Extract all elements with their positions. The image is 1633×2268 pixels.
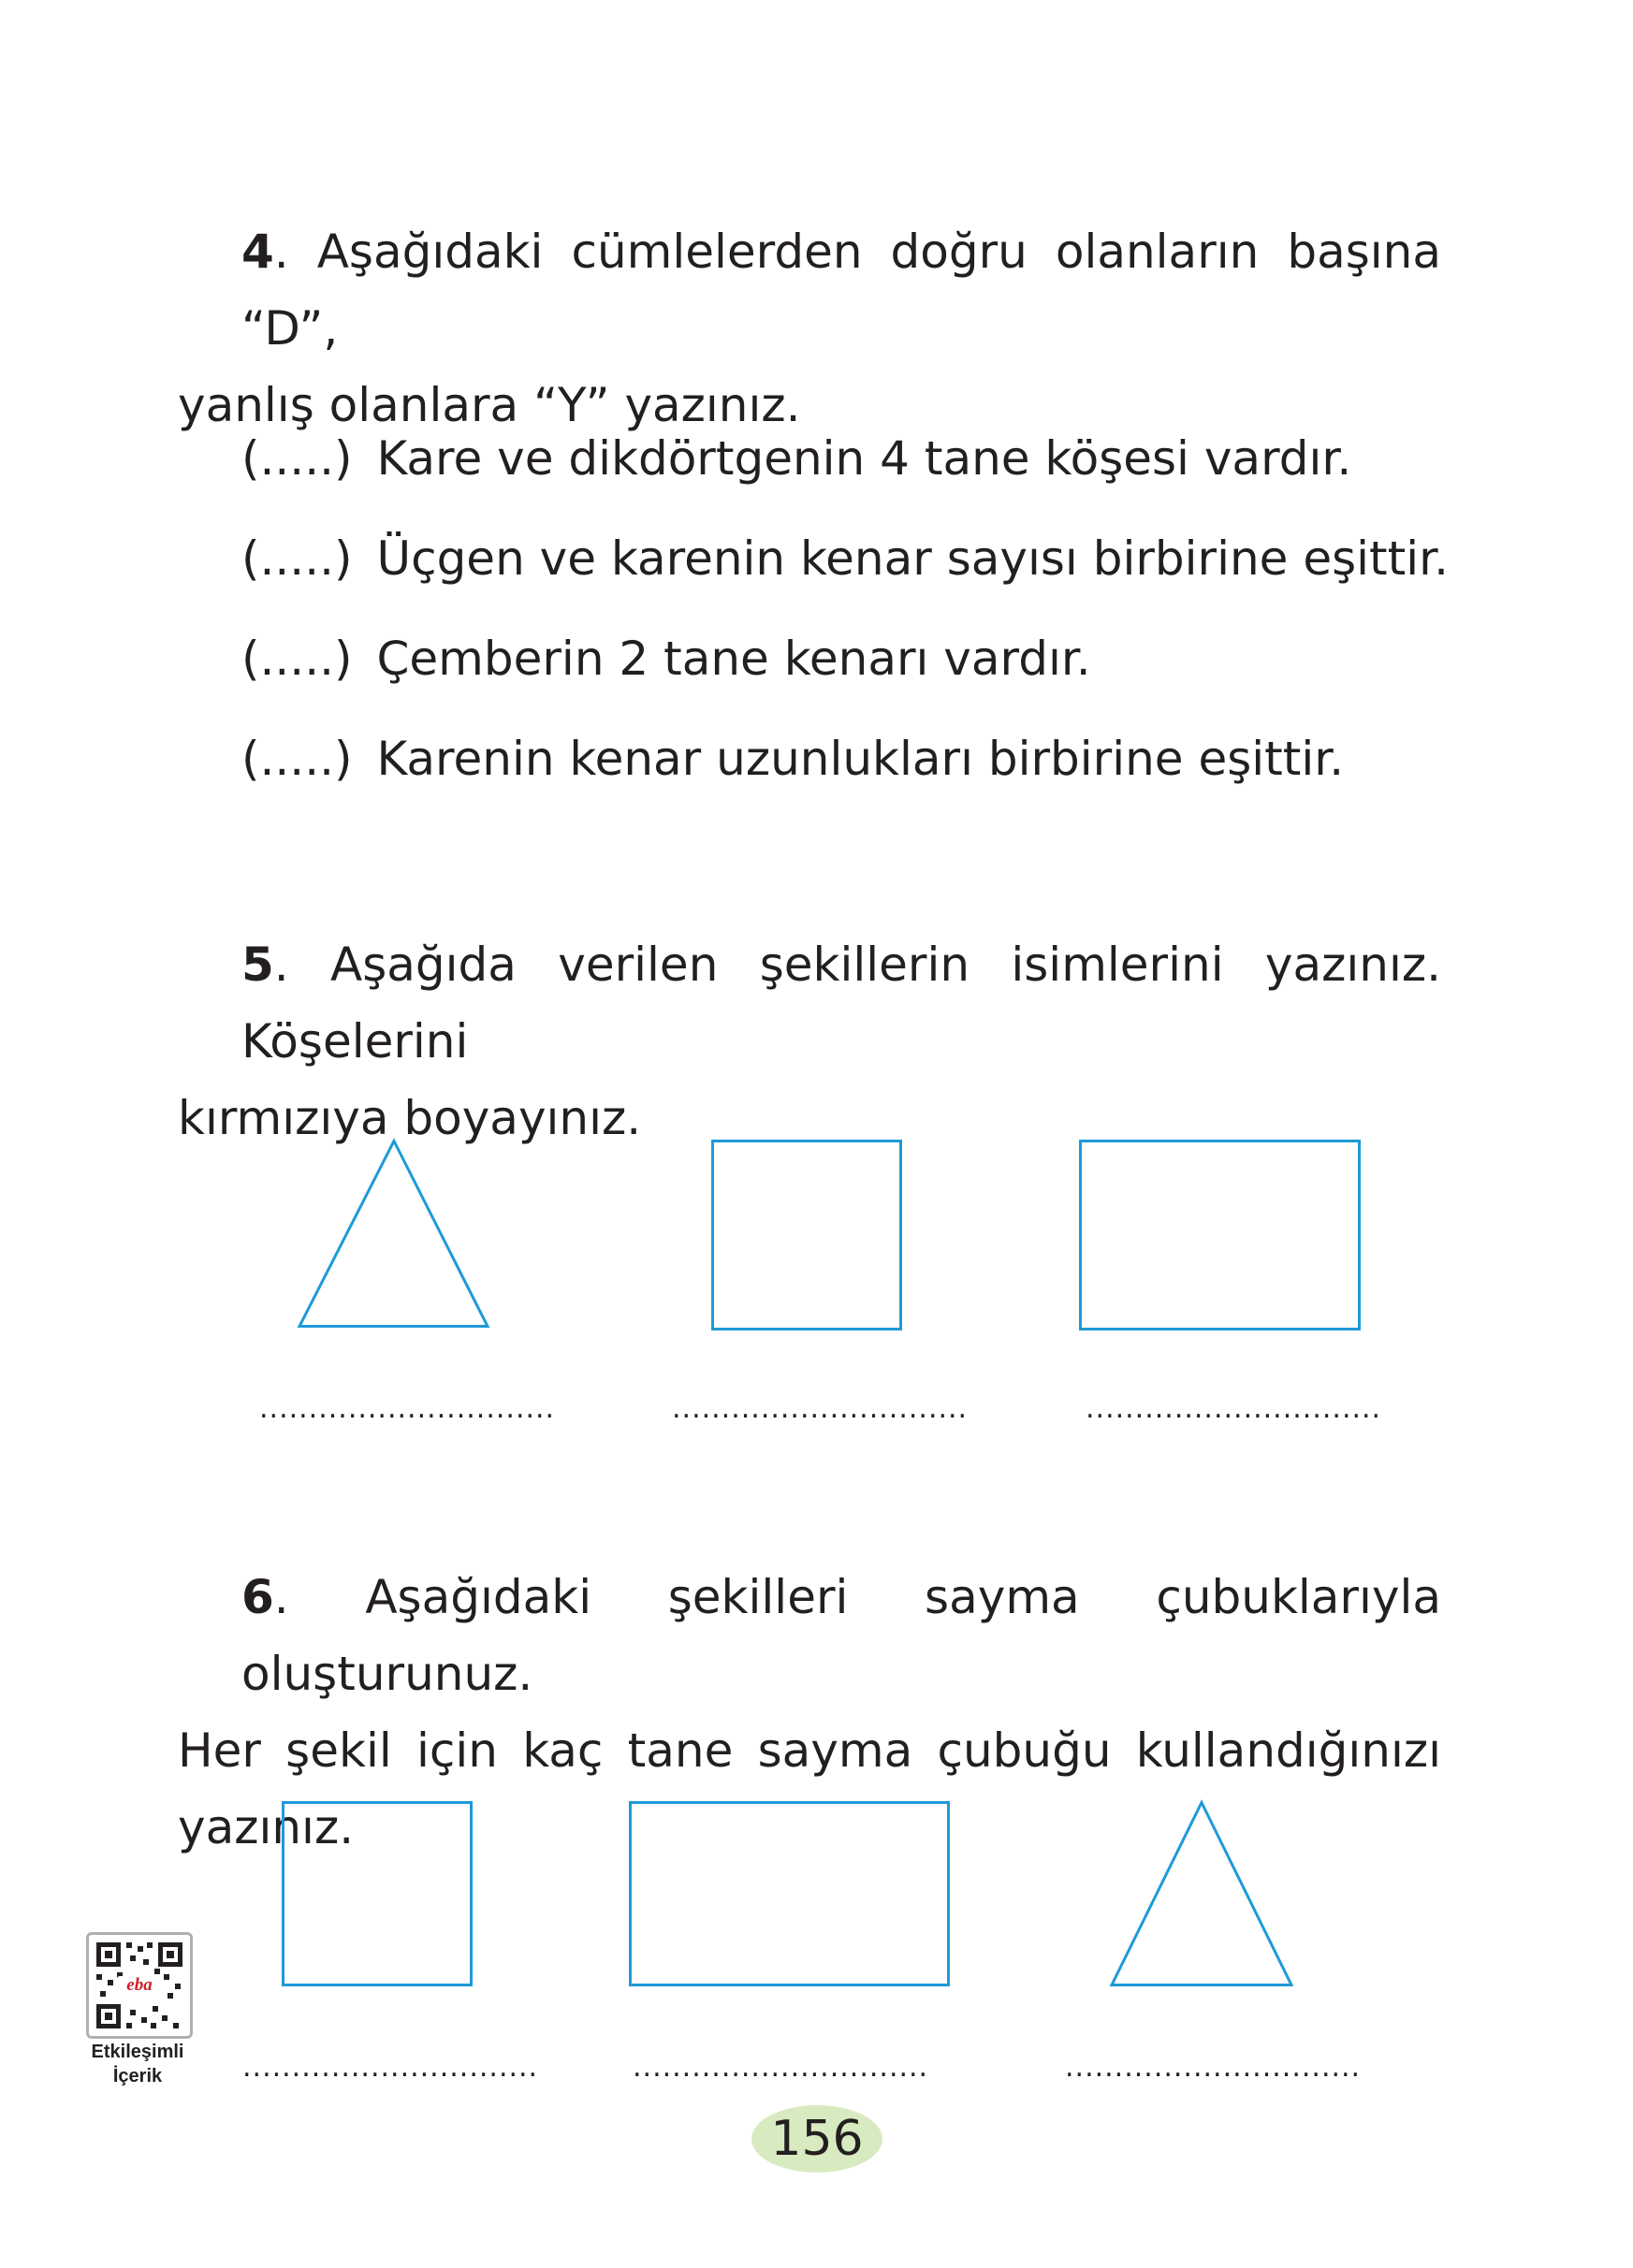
interactive-content-label [67,2040,208,2088]
qr-code-icon[interactable] [86,1932,193,2039]
q6-instruction-line1: 6. Aşağıdaki şekilleri sayma çubuklarıyla oluşturunuz. [241,1570,1441,1701]
qr-caption-line2: İçerik [112,2066,163,2086]
q4-number: 4 [241,225,274,279]
q5-answer-line-1[interactable]: .............................. [259,1392,556,1425]
answer-blank[interactable]: (.....) [241,632,353,686]
q6-answer-line-2[interactable]: .............................. [633,2051,929,2084]
square-icon [711,1140,902,1330]
q4-statement-2: (.....) Üçgen ve karenin kenar sayısı birbirine eşittir. [241,531,1449,586]
q5-instruction [178,926,1441,1156]
triangle-icon [298,1140,490,1329]
q4-statement-3: (.....) Çemberin 2 tane kenarı vardır. [241,632,1091,686]
rectangle-icon [629,1801,950,1986]
rectangle-icon [1079,1140,1361,1330]
page-number: 156 [751,2105,882,2173]
q6-number: 6 [241,1570,274,1624]
q5-number: 5 [241,938,274,992]
q4-instruction [178,213,1441,443]
square-icon [282,1801,473,1986]
q6-answer-line-3[interactable]: .............................. [1065,2051,1362,2084]
answer-blank[interactable]: (.....) [241,431,353,486]
q4-statement-1: (.....) Kare ve dikdörtgenin 4 tane köşesi vardır. [241,431,1352,486]
q5-instruction-line2: kırmızıya boyayınız. [178,1091,642,1145]
q4-instruction-line2: yanlış olanlara “Y” yazınız. [178,378,801,432]
q4-statement-4: (.....) Karenin kenar uzunlukları birbirine eşittir. [241,732,1345,786]
answer-blank[interactable]: (.....) [241,531,353,586]
q5-answer-line-2[interactable]: .............................. [672,1392,969,1425]
q5-instruction-line1: 5. Aşağıda verilen şekillerin isimlerini yazınız. Köşelerini [241,938,1441,1069]
q4-instruction-line1: 4. Aşağıdaki cümlelerden doğru olanların başına “D”, [241,225,1441,356]
q6-instruction-line2: Her şekil için kaç tane sayma çubuğu kullandığınızı yazınız. [178,1723,1441,1854]
q5-answer-line-3[interactable]: .............................. [1086,1392,1382,1425]
q6-answer-line-1[interactable]: .............................. [242,2051,539,2084]
answer-blank[interactable]: (.....) [241,732,353,786]
eba-logo: eba [126,1975,153,1995]
triangle-icon [1110,1801,1293,1986]
qr-caption-line1: Etkileşimli [91,2042,184,2062]
